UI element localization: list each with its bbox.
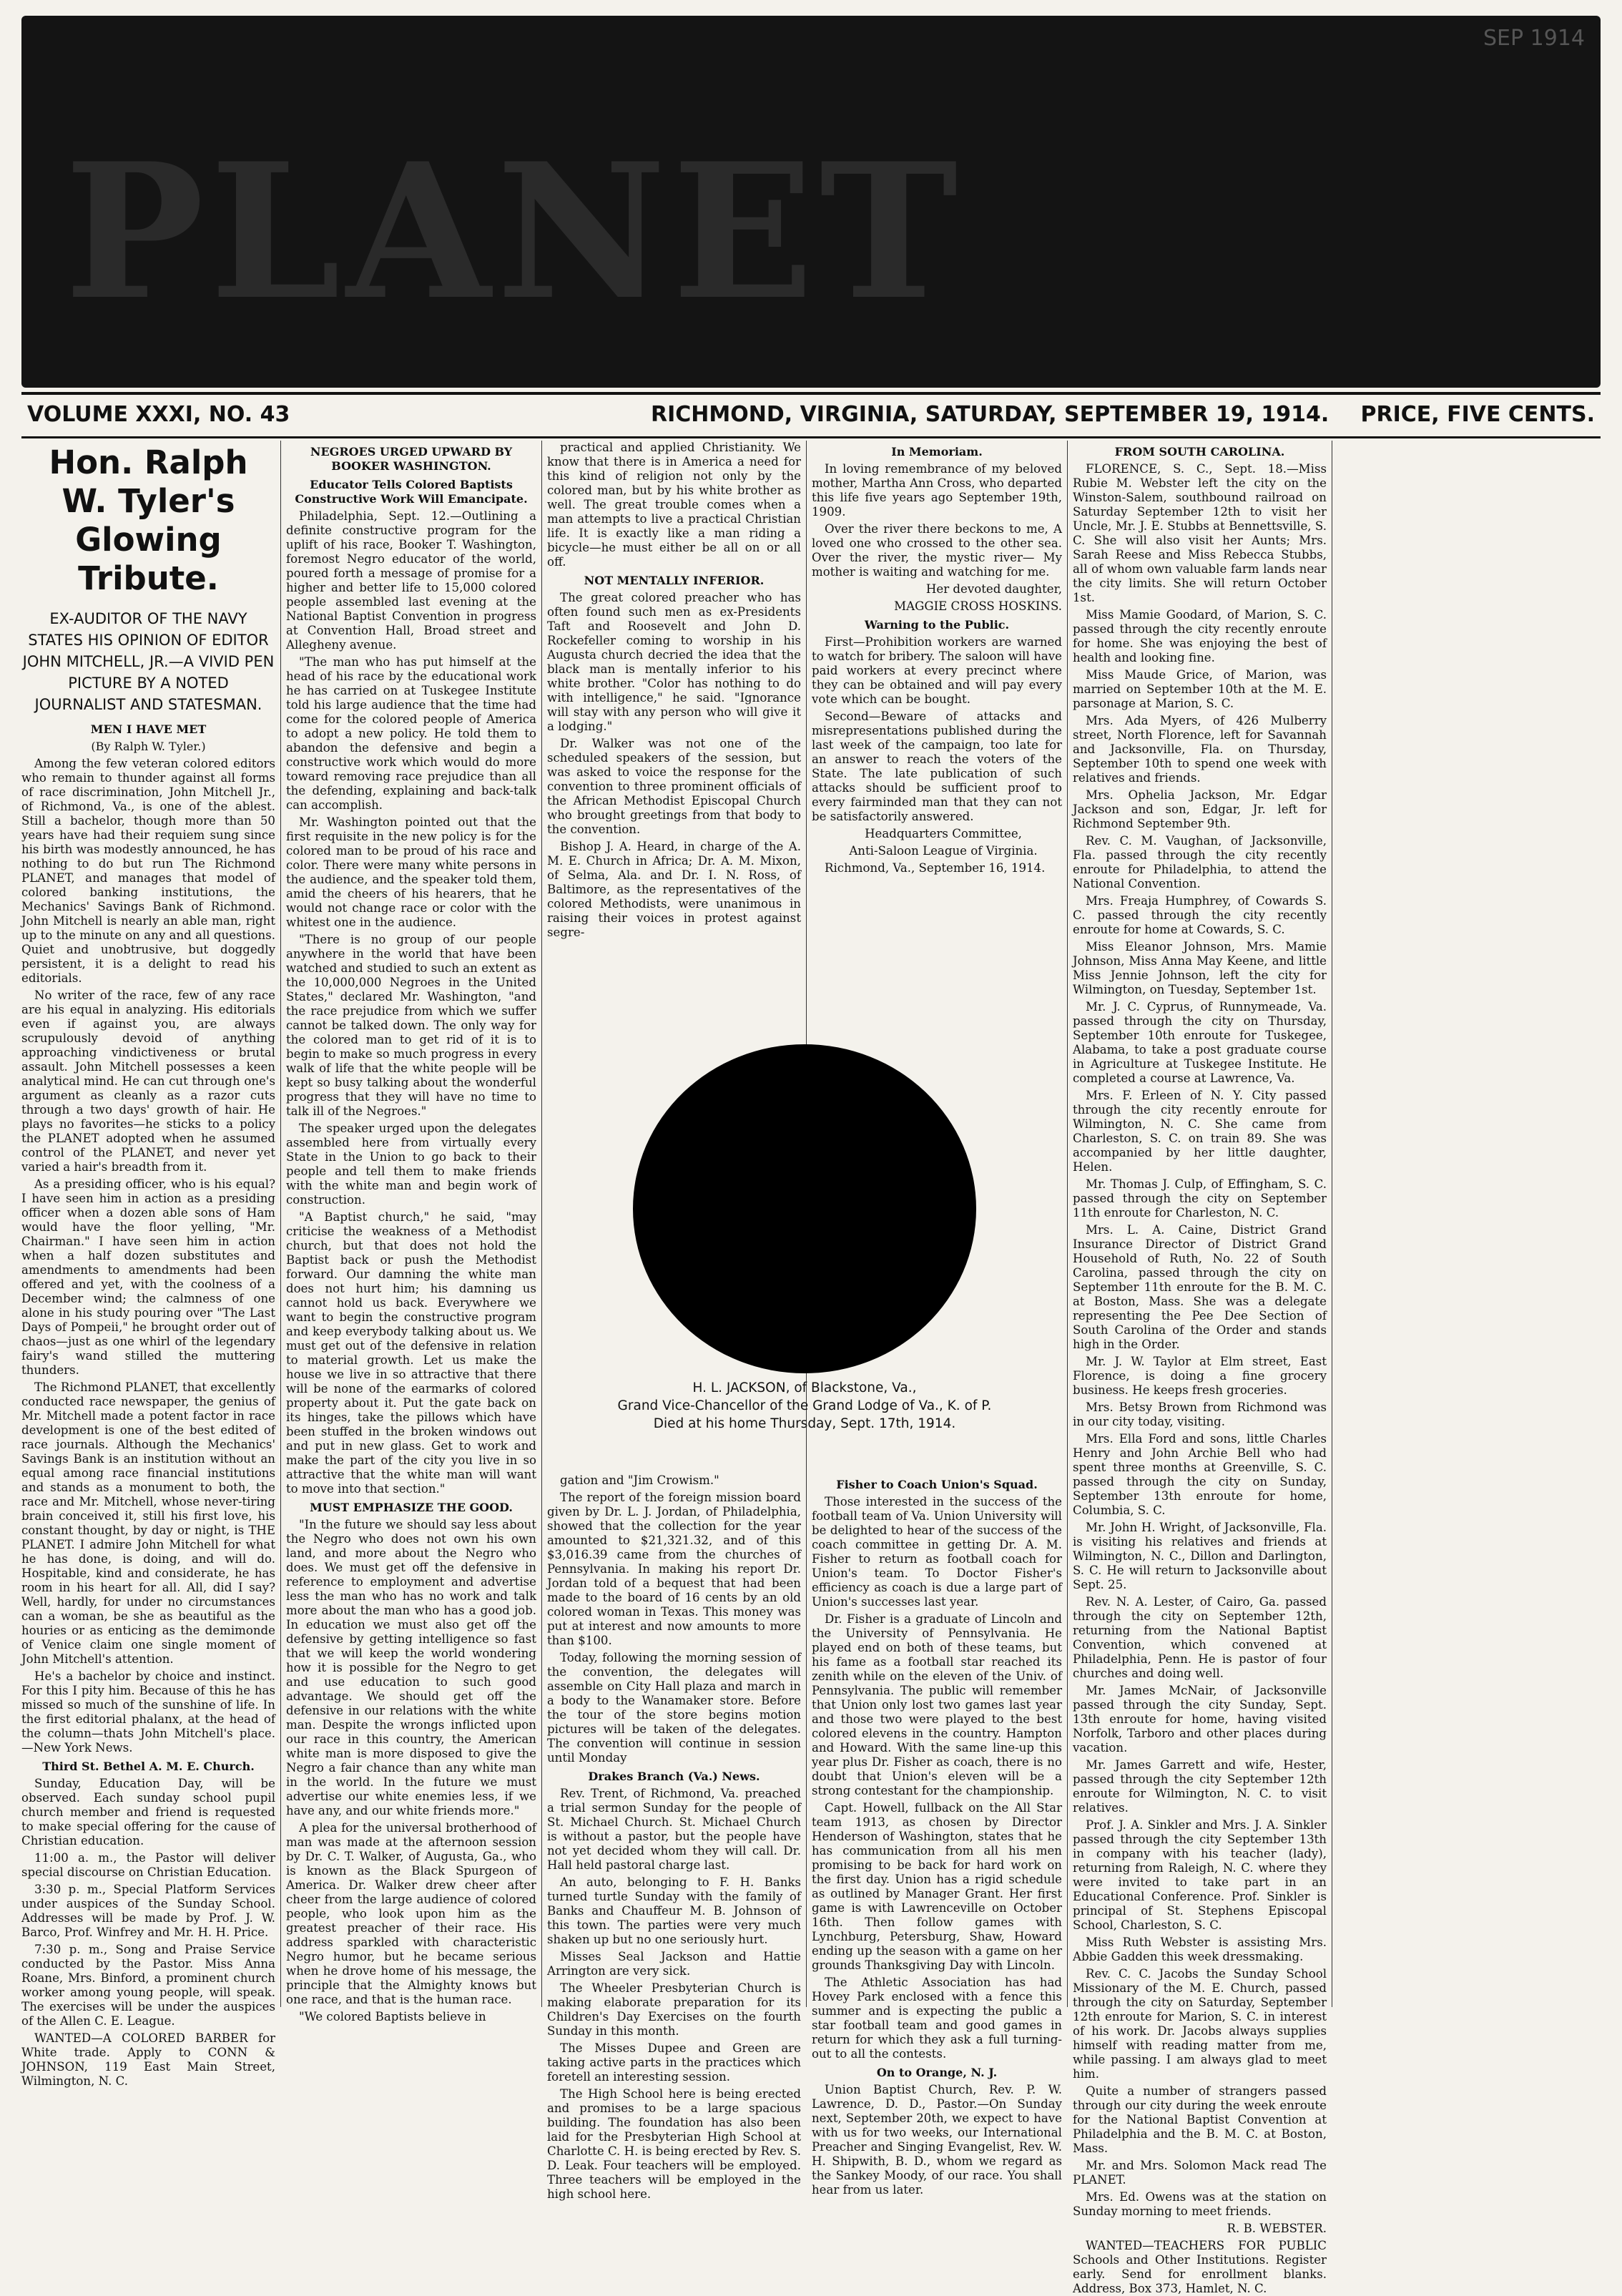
column-rule [541, 441, 542, 2007]
paragraph: Those interested in the success of the football team of Va. Union University will be delighted to hear of the success of the coach committee in getting Dr. A. M. Fisher to return as football coach for Union's team. To Doctor Fisher's efficiency as coach is due a large part of Union's successes last year. [812, 1495, 1062, 1609]
dateline: RICHMOND, VIRGINIA, SATURDAY, SEPTEMBER 19, 1914. [651, 402, 1329, 427]
paragraph: Rev. C. M. Vaughan, of Jacksonville, Fla. passed through the city recently enroute for Philadelphia, to attend the National Convention. [1073, 834, 1327, 891]
paragraph: FLORENCE, S. C., Sept. 18.—Miss Rubie M. Webster left the city on the Winston-Salem, southbound railroad on Saturday September 12th to visit her Uncle, Mr. J. E. Stubbs at Bennettsville, S. C. She will also visit her Aunts; Mrs. Sarah Reese and Miss Rebecca Stubbs, all of whom own valuable farm lands near the city limits. She will return October 1st. [1073, 462, 1327, 604]
column-2 [286, 441, 536, 2023]
signature: Her devoted daughter, [925, 582, 1062, 596]
paragraph: 7:30 p. m., Song and Praise Service conducted by the Pastor. Miss Anna Roane, Mrs. Binford, a prominent church worker among young people, will speak. The exercises will be under the auspices of the Allen C. E. League. [21, 1943, 275, 2028]
paragraph: Second—Beware of attacks and misrepresentations published during the last week of the campaign, too late for an answer to reach the voters of the State. The late publication of such attacks should be sufficient proof to every fairminded man that they can not be satisfactorily answered. [812, 710, 1062, 823]
paragraph: Quite a number of strangers passed through our city during the week enroute for the National Baptist Convention at Philadelphia and the B. M. C. at Boston, Mass. [1073, 2084, 1327, 2155]
paragraph: Rev. C. C. Jacobs the Sunday School Missionary of the M. E. Church, passed through the city on Saturday, September 12th enroute for Marion, S. C. in interest of his work. Dr. Jacobs always supplies himself with reading matter from me, while passing. I am always glad to meet him. [1073, 1967, 1327, 2081]
paragraph: Mrs. Ada Myers, of 426 Mulberry street, North Florence, left for Savannah and Jacksonville, Fla. on Thursday, September 10th to spend one week with relatives and friends. [1073, 714, 1327, 785]
article-heading: Third St. Bethel A. M. E. Church. [42, 1760, 255, 1773]
paragraph: Mr. John H. Wright, of Jacksonville, Fla. is visiting his relatives and friends at Wilmington, N. C., Dillon and Darlington, S. C. He will return to Jacksonville about Sept. 25. [1073, 1521, 1327, 1591]
paragraph: Mrs. Freaja Humphrey, of Cowards S. C. passed through the city recently enroute for home at Cowards, S. C. [1073, 894, 1327, 936]
paragraph: First—Prohibition workers are warned to watch for bribery. The saloon will have paid workers at every precinct where they can be obtained and will pay every vote which can be bought. [812, 635, 1062, 706]
paragraph: Rev. N. A. Lester, of Cairo, Ga. passed through the city on September 12th, returning from the National Baptist Convention, which convened at Philadelphia, Penn. He is pastor of four churches and doing well. [1073, 1595, 1327, 1680]
column-4-bottom [812, 1473, 1062, 2197]
portrait-oval [633, 1044, 976, 1373]
paragraph: The speaker urged upon the delegates assembled here from virtually every State in the Union to go back to their people and tell them to make friends with the white man and begin work of construction. [286, 1122, 536, 1207]
paragraph: Dr. Fisher is a graduate of Lincoln and the University of Pennsylvania. He played end on both of these teams, but his fame as a football star reached its zenith while on the eleven of the Univ. of Pennsylvania. The public will remember that Union only lost two games last year and those two were played to the best colored elevens in the country. Hampton and Howard. With the same line-up this year plus Dr. Fisher as coach, there is no doubt that Union's eleven will be a strong contestant for the championship. [812, 1612, 1062, 1797]
column-1 [21, 441, 275, 2088]
article-heading: NOT MENTALLY INFERIOR. [584, 574, 765, 587]
price: PRICE, FIVE CENTS. [1360, 402, 1595, 427]
article-heading: Warning to the Public. [864, 618, 1010, 632]
paragraph: Mrs. Ella Ford and sons, little Charles Henry and John Archie Bell who had spent three months at Greenville, S. C. passed through the city on Sunday, September 13th enroute for home, Columbia, S. C. [1073, 1432, 1327, 1517]
classified-ad: WANTED—TEACHERS FOR PUBLIC Schools and Other Institutions. Register early. Send for enrollment blanks. Address, Box 373, Hamlet, N. C. [1073, 2239, 1327, 2295]
article-heading: In Memoriam. [891, 445, 983, 458]
paragraph: Miss Mamie Goodard, of Marion, S. C. passed through the city recently enroute for home. She was enjoying the best of health and looking fine. [1073, 608, 1327, 664]
paragraph: The Athletic Association has had Hovey Park enclosed with a fence this summer and is expecting the public a star football team and good games in return for which they ask a full turning-out to all the contests. [812, 1976, 1062, 2061]
paragraph: As a presiding officer, who is his equal? I have seen him in action as a presiding officer when a dozen able sons of Ham would have the floor yelling, "Mr. Chairman." I have seen him in action when a half dozen substitutes and amendments to amendments had been offered and yet, with the coolness of a December wind; the calmness of one alone in his study pouring over "The Last Days of Pompeii," he brought order out of chaos—just as one whirl of the legendary fairy's wand stilled the muttering thunders. [21, 1177, 275, 1377]
article-heading: Drakes Branch (Va.) News. [588, 1770, 760, 1783]
paragraph: Mr. J. C. Cyprus, of Runnymeade, Va. passed through the city on Thursday, September 10th enroute for Tuskegee, Alabama, to take a post graduate course in Agriculture at Tuskegee Institute. He completed a course at Lawrence, Va. [1073, 1000, 1327, 1085]
paragraph: Mr. James Garrett and wife, Hester, passed through the city September 12th enroute for Wilmington, N. C. to visit relatives. [1073, 1758, 1327, 1815]
photo-caption [547, 1379, 1062, 1433]
paragraph: The great colored preacher who has often found such men as ex-Presidents Taft and Roosevelt and John D. Rockefeller coming to worship in his Augusta church decried the idea that the black man is mentally inferior to his white brother. "Color has nothing to do with intelligence," he said. "Ignorance will stay with any person who will give it a lodging." [547, 591, 801, 733]
paragraph: Among the few veteran colored editors who remain to thunder against all forms of race discrimination, John Mitchell Jr., of Richmond, Va., is one of the ablest. Still a bachelor, though more than 50 years have had their requiem sung since his birth was modestly announced, he has nothing to do but run The Richmond PLANET, and manages that model of colored banking institutions, the Mechanics' Savings Bank of Richmond. John Mitchell is nearly an able man, right up to the minute on any and all questions. Quiet and unobtrusive, but doggedly persistent, it is a delight to read his editorials. [21, 757, 275, 985]
column-3-bottom [547, 1473, 801, 2201]
paragraph: Miss Eleanor Johnson, Mrs. Mamie Johnson, Miss Anna May Keene, and little Miss Jennie Johnson, left the city for Wilmington, on Tuesday, September 1st. [1073, 940, 1327, 996]
signature: R. B. WEBSTER. [1227, 2222, 1327, 2235]
paragraph: An auto, belonging to F. H. Banks turned turtle Sunday with the family of Banks and Chauffeur M. B. Johnson of this town. The parties were very much shaken up but no one seriously hurt. [547, 1875, 801, 1946]
paragraph: The report of the foreign mission board given by Dr. L. J. Jordan, of Philadelphia, showed that the collection for the year amounted to $21,321.32, and of this $3,016.39 came from the churches of Pennsylvania. In making his report Dr. Jordan told of a bequest that had been made to the board of 16 cents by an old colored woman in Texas. This money was put at interest and now amounts to more than $100. [547, 1491, 801, 1647]
paragraph: Mrs. Ophelia Jackson, Mr. Edgar Jackson and son, Edgar, Jr. left for Richmond September 9th. [1073, 788, 1327, 830]
paragraph: Miss Maude Grice, of Marion, was married on September 10th at the M. E. parsonage at Marion, S. C. [1073, 668, 1327, 710]
paragraph: "The man who has put himself at the head of his race by the educational work he has carried on at Tuskegee Institute told his large audience that the time had come for the colored people of America to adopt a new policy. He told them to abandon the defensive and begin a constructive work which would do more toward removing race prejudice than all the defending, explaining and back-talk can accomplish. [286, 655, 536, 812]
paragraph: Today, following the morning session of the convention, the delegates will assemble on City Hall plaza and march in a body to the Wanamaker store. Before the tour of the store begins motion pictures will be taken of the delegates. The convention will continue in session until Monday [547, 1651, 801, 1765]
paragraph: Mrs. F. Erleen of N. Y. City passed through the city recently enroute for Wilmington, N. C. She came from Charleston, S. C. on train 89. She was accompanied by her little daughter, Helen. [1073, 1089, 1327, 1174]
paragraph: In loving remembrance of my beloved mother, Martha Ann Cross, who departed this life five years ago September 19th, 1909. [812, 462, 1062, 519]
paragraph: The High School here is being erected and promises to be a large spacious building. The foundation has also been laid for the Presbyterian High School at Charlotte C. H. is being erected by Rev. S. D. Leak. Four teachers will be employed. Three teachers will be employed in the high school here. [547, 2087, 801, 2201]
column-4-top [812, 441, 1062, 1034]
paragraph: The Wheeler Presbyterian Church is making elaborate preparation for its Children's Day Exercises on the fourth Sunday in this month. [547, 1981, 801, 2038]
paragraph: 11:00 a. m., the Pastor will deliver special discourse on Christian Education. [21, 1851, 275, 1879]
paragraph: gation and "Jim Crowism." [560, 1473, 719, 1487]
classified-ad: WANTED—A COLORED BARBER for White trade. Apply to CONN & JOHNSON, 119 East Main Street, Wilmington, N. C. [21, 2031, 275, 2088]
paragraph: Mrs. Betsy Brown from Richmond was in our city today, visiting. [1073, 1400, 1327, 1428]
signature: Anti-Saloon League of Virginia. [849, 844, 1038, 858]
paragraph: No writer of the race, few of any race are his equal in analyzing. His editorials even if against you, are always scrupulously devoid of anything approaching vindictiveness or brutal assault. John Mitchell possesses a keen analytical mind. He can cut through one's argument as cleanly as a razor cuts through a two days' growth of hair. He plays no favorites—he sticks to a policy the PLANET adopted when he assumed control of the PLANET, and never yet varied a hair's breadth from it. [21, 988, 275, 1174]
column-5 [1073, 441, 1327, 2295]
paragraph: Bishop J. A. Heard, in charge of the A. M. E. Church in Africa; Dr. A. M. Mixon, of Selma, Ala. and Dr. I. N. Ross, of Baltimore, as the representatives of the colored Methodists, were unanimous in raising their voices in protest against segre- [547, 840, 801, 939]
column-rule [280, 441, 281, 2007]
paragraph: "We colored Baptists believe in [299, 2010, 486, 2023]
paragraph: Mrs. Ed. Owens was at the station on Sunday morning to meet friends. [1073, 2190, 1327, 2218]
folio-line [21, 392, 1601, 438]
byline: (By Ralph W. Tyler.) [91, 740, 206, 753]
column-rule [1067, 441, 1068, 2007]
paragraph: Prof. J. A. Sinkler and Mrs. J. A. Sinkler passed through the city September 13th in company with his teacher (lady), returning from Raleigh, N. C. where they were invited to take part in an Educational Conference. Prof. Sinkler is principal of St. Stephens Episcopal School, Charleston, S. C. [1073, 1818, 1327, 1932]
article-heading: MUST EMPHASIZE THE GOOD. [310, 1501, 513, 1514]
section-heading: MEN I HAVE MET [90, 722, 207, 736]
caption-line: Died at his home Thursday, Sept. 17th, 1914. [653, 1416, 956, 1431]
date-stamp: SEP 1914 [1483, 26, 1585, 51]
paragraph: Mr. Washington pointed out that the first requisite in the new policy is for the colored man to be proud of his race and color. There were many white persons in the audience, and the speaker told them, amid the cheers of his hearers, that he would not change race or color with the whitest one in the audience. [286, 815, 536, 929]
masthead-title: PLANET [64, 123, 964, 341]
masthead [21, 16, 1601, 388]
verse: Over the river there beckons to me, A loved one who crossed to the other sea. Over the river, the mystic river— My mother is waiting and watching for me. [812, 522, 1062, 579]
paragraph: Capt. Howell, fullback on the All Star team 1913, as chosen by Director Henderson of Washington, states that he has communication from all his men promising to be back for hard work on the first day. Union has a rigid schedule as outlined by Manager Grant. Her first game is with Lawrenceville on October 16th. Then follow games with Lynchburg, Petersburg, Shaw, Howard ending up the season with a game on her grounds Thanksgiving Day with Lincoln. [812, 1801, 1062, 1972]
paragraph: "In the future we should say less about the Negro who does not own his own land, and more about the Negro who does. We must get off the defensive in reference to employment and advertise less the man who has no work and talk more about the man who has a good job. In education we must also get off the defensive by getting intelligence so fast that we will keep the world wondering how it is possible for the Negro to get and use education to such good advantage. We should get off the defensive in our relations with the white man. Despite the wrongs inflicted upon our race in this country, the American white man is more disposed to give the Negro a fair chance than any white man in the world. In the future we must advertise our white enemies less, if we have any, and our white friends more." [286, 1518, 536, 1817]
paragraph: Miss Ruth Webster is assisting Mrs. Abbie Gadden this week dressmaking. [1073, 1936, 1327, 1963]
paragraph: Mr. James McNair, of Jacksonville passed through the city Sunday, Sept. 13th enroute for home, having visited Norfolk, Tarboro and other places during vacation. [1073, 1684, 1327, 1755]
paragraph: Mrs. L. A. Caine, District Grand Insurance Director of District Grand Household of Ruth, No. 22 of South Carolina, passed through the city on September 11th enroute for the B. M. C. at Boston, Mass. She was a delegate representing the Pee Dee Section of South Carolina of the Order and stands high in the Order. [1073, 1223, 1327, 1351]
paragraph: "There is no group of our people anywhere in the world that have been watched and studied to such an extent as the 10,000,000 Negroes in the United States," declared Mr. Washington, "and the race prejudice from which we suffer cannot be talked down. The only way for the colored man to get rid of it is to begin to make so much progress in every walk of life that the white people will be kept so busy talking about the wonderful progress that they will have no time to talk ill of the Negroes." [286, 933, 536, 1118]
paragraph: Philadelphia, Sept. 12.—Outlining a definite constructive program for the uplift of his race, Booker T. Washington, foremost Negro educator of the world, poured forth a message of promise for a higher and better life to 15,000 colored people assembled last evening at the National Baptist Convention in progress at Convention Hall, Broad street and Allegheny avenue. [286, 509, 536, 652]
paragraph: Mr. J. W. Taylor at Elm street, East Florence, is doing a fine grocery business. He keeps fresh groceries. [1073, 1355, 1327, 1397]
paragraph: The Misses Dupee and Green are taking active parts in the practices which foretell an interesting session. [547, 2041, 801, 2084]
caption-line: Grand Vice-Chancellor of the Grand Lodge of Va., K. of P. [617, 1398, 992, 1413]
paragraph: "A Baptist church," he said, "may criticise the weakness of a Methodist church, but that does not hold the Baptist back or push the Methodist forward. Our damning the white man does not hurt him; his damning us cannot hold us back. Everywhere we want to begin the constructive program and keep everybody talking about us. We must get out of the defensive in relation to material growth. Let us make the house we live in so attractive that there will be none of the earmarks of colored property about it. Put the gate back on its hinges, take the pillows which have been stuffed in the broken windows out and put in new glass. Get to work and make the part of the city you live in so attractive that the white man will want to move into that section." [286, 1210, 536, 1496]
article-heading: On to Orange, N. J. [876, 2066, 998, 2079]
paragraph: The Richmond PLANET, that excellently conducted race newspaper, the genius of Mr. Mitchell made a potent factor in race development is one of the best edited of race journals. Although the Mechanics' Savings Bank is an institution without an equal among race financial institutions and stands as a monument to both, the race and Mr. Mitchell, whose never-tiring brain conceived it, still his first love, his constant thought, by day or night, is THE PLANET. I admire John Mitchell for what he has done, is doing, and will do. Hospitable, kind and considerate, he has room in his heart for all. All, did I say? Well, hardly, for under no circumstances can a woman, be she as beautiful as the houries or as enticing as the demimonde of Venice claim one single moment of John Mitchell's attention. [21, 1380, 275, 1666]
signature: Richmond, Va., September 16, 1914. [825, 861, 1046, 875]
volume-number: VOLUME XXXI, NO. 43 [27, 402, 290, 427]
portrait-photo [547, 1044, 1062, 1468]
caption-line: H. L. JACKSON, of Blackstone, Va., [692, 1380, 917, 1395]
article-subheading: Educator Tells Colored Baptists Constructive Work Will Emancipate. [295, 478, 528, 506]
paragraph: Mr. Thomas J. Culp, of Effingham, S. C. passed through the city on September 11th enroute for Charleston, N. C. [1073, 1177, 1327, 1220]
paragraph: Sunday, Education Day, will be observed. Each sunday school pupil church member and friend is requested to make special offering for the cause of Christian education. [21, 1777, 275, 1848]
column-3-top [547, 441, 801, 1034]
paragraph: Rev. Trent, of Richmond, Va. preached a trial sermon Sunday for the people of St. Michael Church. St. Michael Church is without a pastor, but the people have not yet decided whom they will call. Dr. Hall held pastoral charge last. [547, 1787, 801, 1872]
lead-subheadline: EX-AUDITOR OF THE NAVY STATES HIS OPINION OF EDITOR JOHN MITCHELL, JR.—A VIVID PEN PICTURE BY A NOTED JOURNALIST AND STATESMAN. [22, 610, 275, 713]
paragraph: Union Baptist Church, Rev. P. W. Lawrence, D. D., Pastor.—On Sunday next, September 20th, we expect to have with us for two weeks, our International Preacher and Singing Evangelist, Rev. W. H. Shipwith, B. D., whom we regard as the Sankey Moody, of our race. You shall hear from us later. [812, 2083, 1062, 2197]
signature: Headquarters Committee, [865, 827, 1022, 840]
signature: MAGGIE CROSS HOSKINS. [894, 599, 1062, 613]
article-heading: FROM SOUTH CAROLINA. [1114, 445, 1285, 458]
paragraph: 3:30 p. m., Special Platform Services under auspices of the Sunday School. Addresses will be made by Prof. J. W. Barco, Prof. Winfrey and Mr. H. H. Price. [21, 1883, 275, 1939]
paragraph: Dr. Walker was not one of the scheduled speakers of the session, but was asked to voice the response for the convention to three prominent officials of the African Methodist Episcopal Church who brought greetings from that body to the convention. [547, 737, 801, 836]
article-heading: Fisher to Coach Union's Squad. [836, 1478, 1038, 1491]
paragraph: practical and applied Christianity. We know that there is in America a need for this kind of religion not only by the colored man, but by his white brother as well. The great trouble comes when a man attempts to live a practical Christian life. It is exactly like a man riding a bicycle—he must either be all on or all off. [547, 441, 801, 569]
paragraph: He's a bachelor by choice and instinct. For this I pity him. Because of this he has missed so much of the sunshine of life. In the first editorial phalanx, at the head of the column—thats John Mitchell's place.—New York News. [21, 1669, 275, 1755]
lead-headline: Hon. Ralph W. Tyler's Glowing Tribute. [49, 443, 248, 597]
paragraph: Misses Seal Jackson and Hattie Arrington are very sick. [547, 1950, 801, 1978]
paragraph: A plea for the universal brotherhood of man was made at the afternoon session by Dr. C. T. Walker, of Augusta, Ga., who is known as the Black Spurgeon of America. Dr. Walker drew cheer after cheer from the large audience of colored people, who look upon him as the greatest preacher of their race. His address sparkled with characteristic Negro humor, but he became serious when he drove home of his message, the principle that the Almighty knows but one race, and that is the human race. [286, 1821, 536, 2006]
paragraph: Mr. and Mrs. Solomon Mack read The PLANET. [1073, 2159, 1327, 2187]
article-heading: NEGROES URGED UPWARD BY BOOKER WASHINGTON. [310, 445, 513, 473]
